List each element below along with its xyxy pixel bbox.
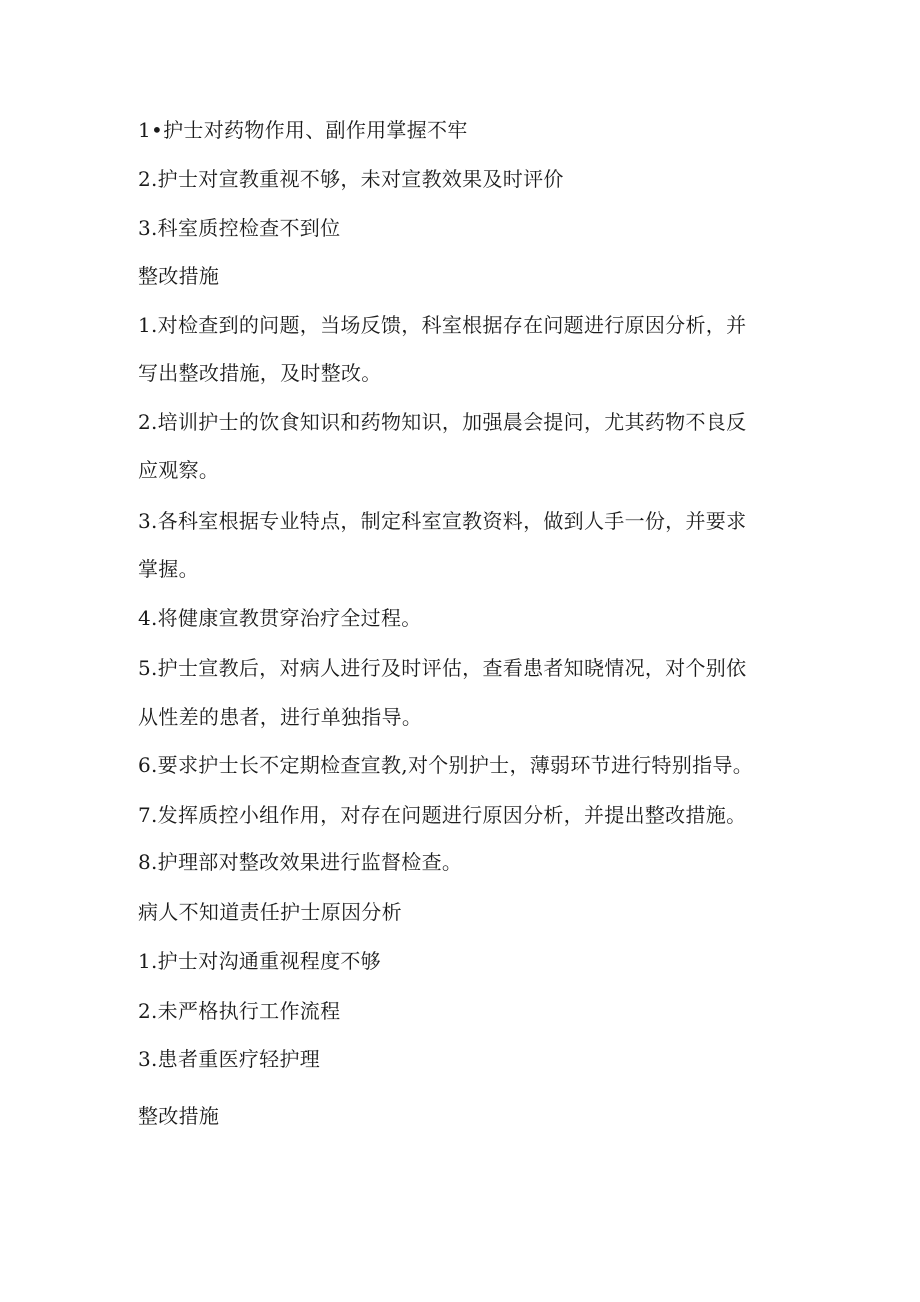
section-heading: 整改措施 [138,264,220,288]
text-line: 1.护士对沟通重视程度不够 [138,949,381,973]
text-line: 3.患者重医疗轻护理 [138,1047,321,1071]
text-line: 2.未严格执行工作流程 [138,999,341,1023]
text-line: 2.护士对宣教重视不够，未对宣教效果及时评价 [138,167,564,191]
text-line: 写出整改措施，及时整改。 [138,361,382,385]
text-line: 5.护士宣教后，对病人进行及时评估，查看患者知晓情况，对个别依 [138,656,747,680]
text-line: 6.要求护士长不定期检查宣教,对个别护士，薄弱环节进行特别指导。 [138,753,754,777]
text-line: 3.科室质控检查不到位 [138,216,341,240]
section-heading: 病人不知道责任护士原因分析 [138,900,402,924]
text-line: 1.对检查到的问题，当场反馈，科室根据存在问题进行原因分析，并 [138,313,747,337]
text-line: 2.培训护士的饮食知识和药物知识，加强晨会提问，尤其药物不良反 [138,410,747,434]
text-line: 从性差的患者，进行单独指导。 [138,705,423,729]
text-line: 应观察。 [138,458,220,482]
section-heading: 整改措施 [138,1104,220,1128]
text-line: 7.发挥质控小组作用，对存在问题进行原因分析，并提出整改措施。 [138,803,747,827]
text-line: 3.各科室根据专业特点，制定科室宣教资料，做到人手一份，并要求 [138,509,747,533]
text-line: 8.护理部对整改效果进行监督检查。 [138,850,463,874]
text-line: 1•护士对药物作用、副作用掌握不牢 [138,118,468,142]
text-line: 掌握。 [138,557,199,581]
text-line: 4.将健康宣教贯穿治疗全过程。 [138,606,422,630]
